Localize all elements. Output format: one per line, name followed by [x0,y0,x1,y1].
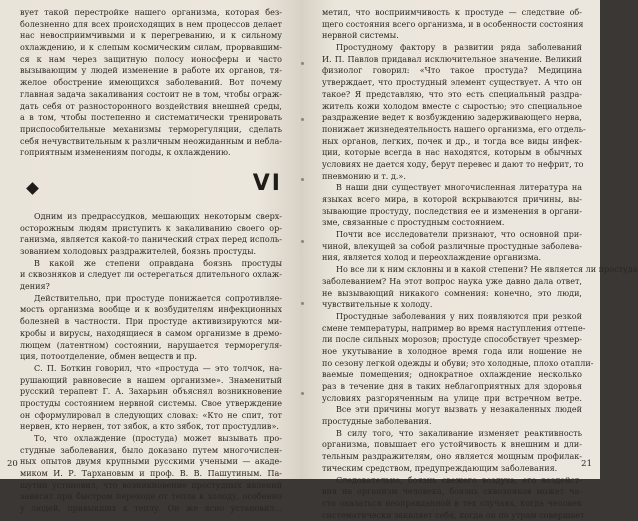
left-page [0,0,300,514]
text-line: вует такой перестройке нашего организма, которая без- [20,8,282,17]
page-number: 20 [7,459,18,469]
text-line: он сформулировал в следующих словах: «Кто не спит, тот [20,410,282,420]
text-line: ся к нам через защитную полосу ионосферы и часто [20,54,282,64]
text-line: Действительно, при простуде понижается сопротивляе- [34,293,282,303]
binding-hole-icon [301,62,304,65]
chapter-number: VI [252,170,282,196]
text-line: смене температуры, например во время наступления оттепе- [322,323,586,333]
text-line: условиях разгоряченным на улице при встречном ветре. [322,393,582,403]
text-line: зывающие простуду, последствия ее и изменения в органи- [322,206,582,216]
text-line: В наши дни существует многочисленная литература на [336,183,582,193]
text-line: тельным раздражителям, оно является мощным профилак- [322,452,582,462]
text-line: простудные заболевания. [322,417,432,427]
text-line: по сезону легкой одежды и обуви; это холодные, плохо отапли- [322,358,594,368]
text-line: охлаждению, и к слепым космическим силам, прорвавшим- [20,43,282,53]
text-line: организма, повышает его устойчивость к внешним и дли- [322,440,582,450]
text-line: болезненно для всех происходящих в нем процессов делает [20,19,282,29]
text-line: шутин установил, что возникновение простудных явлений [20,480,282,490]
text-line: простуды состоянием нервной системы. Свое утверждение [20,398,282,408]
text-line: сто оказаться неоправданной в тех случаях, когда человек [322,498,582,508]
binding-hole-icon [301,178,304,181]
text-line: щего состояния всего организма, и в особенности состояния [322,19,584,29]
text-line: нервен, кто нервен, тот зябок, а кто зябок, тот простудлив». [20,422,279,432]
text-line: у людей, привыкших к теплу. Он же ясно установил... [20,504,282,514]
text-line: Простудные заболевания у них появляются при резкой [336,311,582,321]
text-line: и сквозняков и следует ли остерегаться длительного охлаж- [20,270,282,280]
text-line: языках всего мира, в которой вскрываются причины, вы- [322,195,582,204]
text-line: В какой же степени оправдана боязнь простуды [34,258,282,268]
text-line: И. П. Павлов придавал исключительное значение. Великий [322,54,582,64]
text-line: нервной системы. [322,31,399,41]
text-line: нас невосприимчивыми и к перегреванию, и к сильному [20,31,282,41]
chapter-heading [20,165,282,211]
text-line: Все эти причины могут вызвать у незакаленных людей [336,405,582,415]
text-line: систематически закаляет себя, когда он по утрам совершает [322,510,585,520]
text-line: заболеванием? На этот вопрос наука уже давно дала ответ, [322,276,582,286]
text-line: В силу того, что закаливание изменяет реактивность [336,428,582,438]
text-line: болезней в частности. При простуде активизируются ми- [20,317,282,327]
text-line: мость организма вообще и к возбудителям инфекционных [20,305,282,315]
text-line: приспособительные механизмы терморегуляции, сделать [20,124,282,134]
text-line: пневмонию и т. д.». [322,171,406,181]
text-line: студные заболевания, было доказано путем многочислен- [20,445,282,455]
text-line: гоприятным изменениям погоды, к охлаждению. [20,148,231,158]
text-line: а в том, чтобы постепенно и систематически тренировать [20,113,282,123]
binding-hole-icon [301,302,304,305]
text-line: раздражение ведет к возбуждению задерживающего нерва, [322,113,582,123]
text-line: утверждает, что простудный элемент существует. А что он [322,78,582,88]
text-line: Следовательно, боязнь свежего воздуха, его воздейст- [336,475,582,485]
text-line: ных органов, легких, почек и др., и тогда все виды инфек- [322,136,582,146]
binding-hole-icon [301,118,304,121]
text-line: зованием холодовых раздражителей, боязнь простуды. [20,247,257,256]
text-line: миком И. Р. Тархановым и проф. В. В. Пашутиным. Па- [20,469,282,479]
text-line: ных опытов двумя крупными русскими учеными — акаде- [20,457,282,467]
binding-hole-icon [301,392,304,395]
binding-hole-icon [301,240,304,243]
text-line: тическим средством, предупреждающим заболевания. [322,463,558,473]
text-line: вия на организм человека, боязнь сквозняков может ча- [322,487,582,497]
text-line: метил, что восприимчивость к простуде — следствие об- [322,8,582,17]
text-line: Но все ли к ним склонны и в какой степени? Не является ли простуда [336,265,638,275]
text-line: русский терапевт Г. А. Захарьин объяснял возникновение [20,387,282,397]
text-line: чувствительные к холоду. [322,300,433,310]
text-line: Простудному фактору в развитии ряда заболеваний [336,43,582,53]
text-line: То, что охлаждение (простуда) может вызывать про- [34,434,282,443]
text-line: дать себя от разносторонного воздействия внешней среды, [20,101,282,111]
text-line: не вызывающий никакого сомнения: конечно, это люди, [322,288,582,298]
text-line: ное укутывание в холодное время года или ношение не [322,346,582,356]
text-line: ния, является холод и переохлаждение организма. [322,253,542,263]
text-line: чиной, влекущей за собой различные простудные заболева- [322,241,582,251]
text-line: рушающий равновесие в нашем организме». Знаменитый [20,375,282,385]
text-line: ганизма, является какой-то панический страх перед исполь- [20,235,282,245]
text-line: ции, которые всегда в нас находятся, которым в обычных [322,148,582,158]
text-line: С. П. Боткин говорил, что «простуда — это толчок, на- [34,363,282,373]
text-line: условиях не дается ходу, берут перевес и дают то нефрит, то [322,159,584,169]
text-line: физиолог говорил: «Что такое простуда? Медицина [322,66,582,76]
text-line: вызывающим у людей изменение в работе их органов, тя- [20,66,282,76]
text-line: главная задача закаливания состоит не в том, чтобы ограж- [20,89,282,99]
text-line: кробы и вирусы, находящиеся в самом организме в дремо- [20,328,282,338]
right-page [300,0,638,520]
text-line: себя нечувствительным к различным неожиданным и небла- [20,136,282,146]
text-line: ваемые помещения; однократное охлаждение несколько [322,370,582,380]
text-line: лющем (латентном) состоянии, нарушается терморегуля- [20,340,282,350]
text-line: дения? [20,282,50,292]
page-number: 21 [581,459,592,469]
text-line: Одним из предрассудков, мешающих некоторым сверх- [34,211,282,221]
text-line: осторожным людям приступить к закаливанию своего ор- [20,223,282,233]
text-line: понижает жизнедеятельность нашего организма, его отдель- [322,124,586,134]
text-line: такое? Я представляю, что это есть специальный раздра- [322,89,582,99]
text-line: желое обострение имеющихся заболеваний. Вот почему [20,78,282,88]
text-line: ция, потоотделение, обмен веществ и пр. [20,352,197,362]
text-line: зависит при быстром переходе от тепла к холоду, особенно [20,492,282,502]
text-line: ли после сильных морозов; простуде способствует чрезмер- [322,335,582,345]
left-page-text [20,7,282,515]
text-line: житель кожи холодом вместе с сыростью; это специальное [322,101,582,111]
text-line: Почти все исследователи признают, что основной при- [336,230,582,240]
diamond-ornament-icon [26,182,39,195]
text-line: раз в течение дня в таких неблагоприятных для здоровья [322,382,582,391]
text-line: зме, связанные с простудным состоянием. [322,218,505,228]
